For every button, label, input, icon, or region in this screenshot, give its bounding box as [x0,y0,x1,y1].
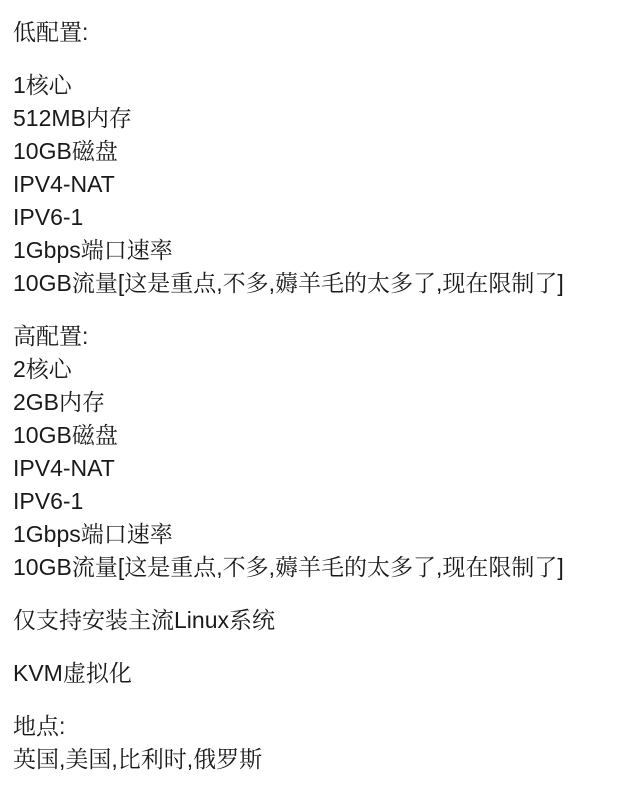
low-config-cpu-line: 1核心 [13,72,72,98]
low-config-disk-line: 10GB磁盘 [13,138,118,164]
high-config-ipv4-line: IPV4-NAT [13,455,115,481]
locations-title: 地点: [13,713,66,739]
low-config-heading [13,16,622,49]
low-config-memory-line: 512MB内存 [13,105,132,131]
low-config-specs [13,69,622,300]
high-config-memory-line: 2GB内存 [13,389,106,415]
high-config-title: 高配置: [13,323,89,349]
virtualization-line: KVM虚拟化 [13,660,132,686]
high-config-ipv6-line: IPV6-1 [13,488,84,514]
low-config-title: 低配置: [13,19,89,45]
low-config-port-speed-line: 1Gbps端口速率 [13,237,173,263]
low-config-traffic-line: 10GB流量[这是重点,不多,薅羊毛的太多了,现在限制了] [13,270,564,296]
high-config-traffic-line: 10GB流量[这是重点,不多,薅羊毛的太多了,现在限制了] [13,554,564,580]
high-config-port-speed-line: 1Gbps端口速率 [13,521,173,547]
os-support-note [13,604,622,637]
locations [13,710,622,776]
high-config-disk-line: 10GB磁盘 [13,422,118,448]
low-config-ipv4-line: IPV4-NAT [13,171,115,197]
high-config-specs [13,320,622,584]
virtualization-note [13,657,622,690]
os-support-line: 仅支持安装主流Linux系统 [13,607,275,633]
locations-list-line: 英国,美国,比利时,俄罗斯 [13,746,263,772]
low-config-ipv6-line: IPV6-1 [13,204,84,230]
high-config-cpu-line: 2核心 [13,356,72,382]
